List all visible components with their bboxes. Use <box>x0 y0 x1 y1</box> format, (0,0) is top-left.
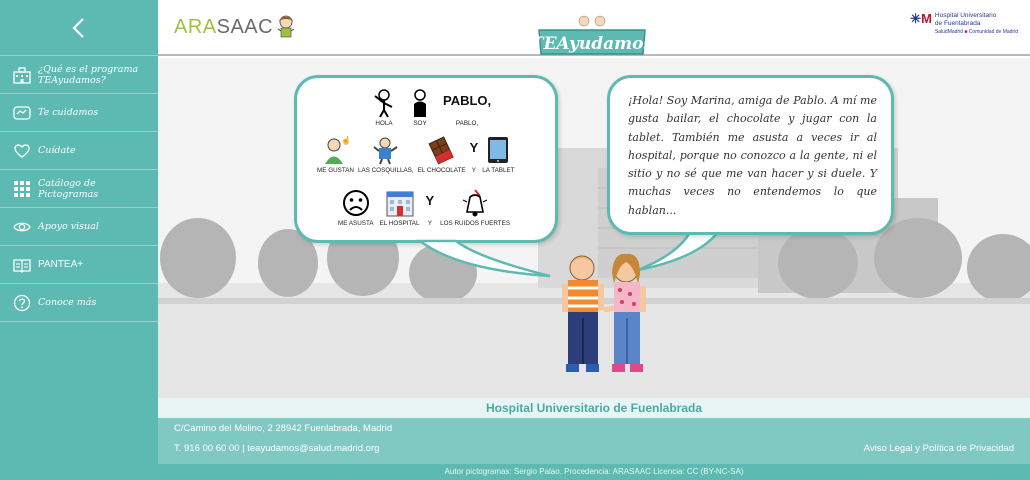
picto-label: EL HOSPITAL <box>379 220 420 227</box>
footer-contact[interactable]: T. 916 00 60 00 | teayudamos@salud.madrid.org <box>174 443 380 454</box>
picto-y <box>470 140 479 174</box>
logo-text-saac: SAAC <box>216 15 274 38</box>
picto-label: PABLO, <box>455 120 479 127</box>
sidebar-item-label: Apoyo visual <box>38 221 99 232</box>
sidebar-item-que-es[interactable] <box>0 56 158 94</box>
comunidad-madrid-mark: ✳M <box>910 11 932 26</box>
logo-text-ara: ARA <box>174 15 217 38</box>
hospital-logo[interactable]: ✳M Hospital Universitario de Fuenlabrada SaludMadrid ■ Comunidad de Madrid <box>910 11 1018 35</box>
teayudamos-logo[interactable] <box>530 12 654 62</box>
picto-label: EL CHOCOLATE <box>417 167 466 174</box>
sidebar-item-label: Cuídate <box>38 145 76 156</box>
picto-pablo <box>443 93 491 127</box>
hospital-name-2: de Fuenlabrada <box>934 19 981 27</box>
hospital-building-icon <box>385 188 415 218</box>
grid-icon <box>12 179 32 199</box>
loud-noise-icon <box>460 188 490 218</box>
picto-soy <box>409 88 431 127</box>
picto-tablet <box>482 135 514 174</box>
speech-bubble-pablo <box>294 75 558 243</box>
sidebar-item-label: Catálogo de Pictogramas <box>38 177 99 200</box>
picto-label: ME GUSTAN <box>317 167 354 174</box>
hospital-sub-2: Comunidad de Madrid <box>968 29 1018 35</box>
handshake-icon <box>12 103 32 123</box>
picto-label: Y <box>471 167 476 174</box>
legal-privacy-link[interactable]: Aviso Legal y Política de Privacidad <box>863 443 1014 454</box>
marina-speech-text: ¡Hola! Soy Marina, amiga de Pablo. A mí me gusta bailar, el chocolate y jugar con la tablet. También me asusta a veces ir al hospital, porque no conozco a la gente, ni el sitio y no sé que me van hacer y si duele. Y muchas veces no entendemos lo que hablan... <box>628 94 877 217</box>
sidebar-item-label: Conoce más <box>38 297 97 308</box>
sidebar-item-cuidate[interactable] <box>0 132 158 170</box>
picto-label: LOS RUIDOS FUERTES <box>440 220 511 227</box>
picto-me-asusta <box>338 188 374 227</box>
sidebar-item-label: Te cuidamos <box>38 107 99 118</box>
chocolate-bar-icon <box>427 135 457 165</box>
y-word: Y <box>425 193 435 208</box>
tea-logo-text: TEAyudamos <box>530 34 654 54</box>
picto-y-2 <box>425 193 434 227</box>
sidebar-item-catalogo[interactable] <box>0 170 158 208</box>
sidebar-item-label: PANTEA+ <box>38 259 84 270</box>
eye-icon <box>12 217 32 237</box>
pablo-word: PABLO, <box>443 93 492 108</box>
footer-address: C/Camino del Molino, 2 28942 Fuenlabrada, Madrid <box>174 423 393 434</box>
picto-row-3 <box>335 188 513 227</box>
book-icon <box>12 255 32 275</box>
sidebar <box>0 0 158 480</box>
picto-label: SOY <box>413 120 427 127</box>
header <box>158 0 1030 56</box>
arasaac-logo[interactable] <box>174 14 297 40</box>
picto-hospital <box>380 188 420 227</box>
sidebar-item-te-cuidamos[interactable] <box>0 94 158 132</box>
picto-ruidos <box>440 188 510 227</box>
picto-label: LA TABLET <box>482 167 515 174</box>
picto-hola <box>371 88 397 127</box>
footer <box>158 398 1030 464</box>
hospital-name-1: Hospital Universitario <box>934 12 997 19</box>
waving-person-icon <box>371 88 397 118</box>
picto-chocolate <box>418 135 466 174</box>
picto-row-1 <box>365 88 497 127</box>
pictogram-credits: Autor pictogramas: Sergio Palao. Procedencia: ARASAAC Licencia: CC (BY-NC-SA) <box>158 464 1030 480</box>
person-self-icon <box>409 88 431 118</box>
sidebar-item-conoce-mas[interactable] <box>0 284 158 322</box>
collapse-sidebar-button[interactable] <box>0 0 158 56</box>
picto-cosquillas <box>358 135 414 174</box>
tickling-child-icon <box>373 135 399 165</box>
svg-text:☝: ☝ <box>341 136 352 145</box>
picto-row-2 <box>315 135 517 174</box>
picto-label: HOLA <box>375 120 393 127</box>
sidebar-item-pantea[interactable] <box>0 246 158 284</box>
picto-label: LAS COSQUILLAS, <box>357 167 414 174</box>
hero-scene <box>158 58 1030 398</box>
y-word: Y <box>469 140 479 155</box>
scared-face-icon <box>341 188 371 218</box>
hospital-sub-1: SaludMadrid <box>934 29 963 35</box>
sidebar-item-apoyo-visual[interactable] <box>0 208 158 246</box>
heart-icon <box>12 141 32 161</box>
picto-label: ME ASUSTA <box>338 220 374 227</box>
chevron-left-icon <box>70 17 88 39</box>
like-person-icon <box>322 135 352 165</box>
picto-label: Y <box>427 220 432 227</box>
building-icon <box>12 65 32 85</box>
picto-me-gustan <box>317 135 354 174</box>
speech-bubble-marina <box>607 75 894 235</box>
footer-hospital-title: Hospital Universitario de Fuenlabrada <box>158 398 1030 418</box>
girl-pictogram-icon <box>275 14 297 40</box>
tablet-icon <box>486 135 510 165</box>
sidebar-item-label: ¿Qué es el programa TEAyudamos? <box>38 63 139 86</box>
question-icon <box>12 293 32 313</box>
children-illustration <box>550 248 660 398</box>
